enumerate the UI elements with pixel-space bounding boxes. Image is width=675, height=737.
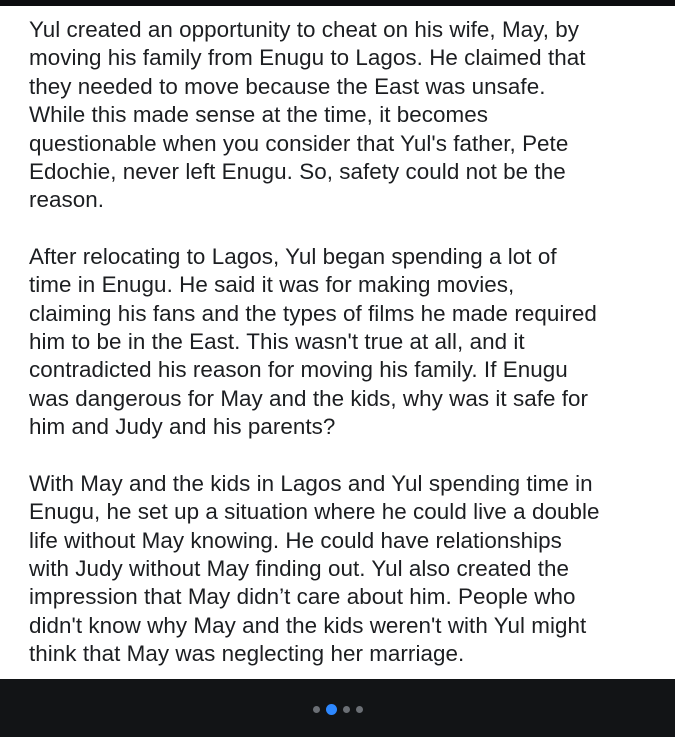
bottom-bar <box>0 679 675 737</box>
post-text <box>29 16 659 669</box>
page-dot-4[interactable] <box>356 706 363 713</box>
page-dot-1[interactable] <box>313 706 320 713</box>
post-card <box>0 6 675 679</box>
post-paragraph-3: With May and the kids in Lagos and Yul spending time in Enugu, he set up a situation where he could live a double life without May knowing. He could have relationships with Judy without May finding out. Yul also created the impression that May didn’t care about him. People who didn't know why May and the kids weren't with Yul might think that May was neglecting her marriage. <box>29 470 600 667</box>
page-dot-3[interactable] <box>343 706 350 713</box>
page-dot-2-active[interactable] <box>326 704 337 715</box>
page-indicator[interactable] <box>0 703 675 715</box>
post-paragraph-1: Yul created an opportunity to cheat on his wife, May, by moving his family from Enugu to Lagos. He claimed that they needed to move because the East was unsafe. While this made sense at the time, it becomes questionable when you consider that Yul's father, Pete Edochie, never left Enugu. So, safety could not be the reason. <box>29 17 586 213</box>
post-paragraph-2: After relocating to Lagos, Yul began spending a lot of time in Enugu. He said it was for making movies, claiming his fans and the types of films he made required him to be in the East. This wasn't true at all, and it contradicted his reason for moving his family. If Enugu was dangerous for May and the kids, why was it safe for him and Judy and his parents? <box>29 243 597 440</box>
